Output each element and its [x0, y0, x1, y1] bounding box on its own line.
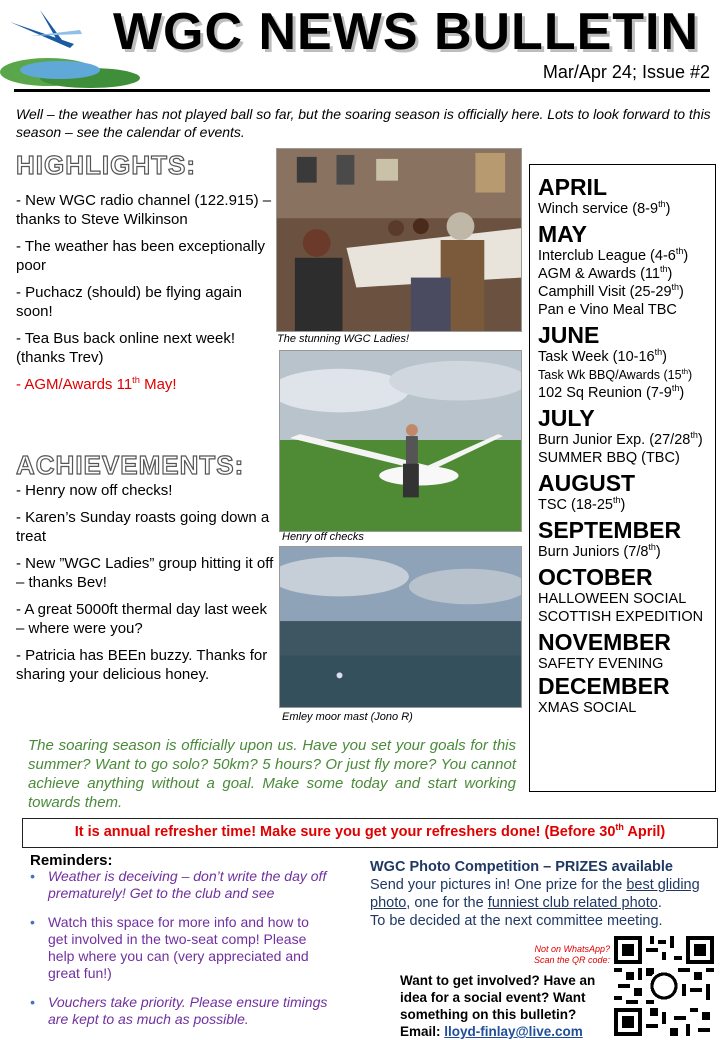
- calendar-event: SUMMER BBQ (TBC): [538, 450, 680, 466]
- highlights-heading: HIGHLIGHTS:: [16, 150, 196, 180]
- month-heading: DECEMBER: [538, 673, 670, 699]
- get-involved-text: Want to get involved? Have an idea for a social event? Want something on this bulletin?: [400, 973, 596, 1022]
- highlight-item: - Tea Bus back online next week! (thanks Trev): [16, 330, 236, 366]
- intro-text: Well – the weather has not played ball so far, but the soaring season is officially here. Lots to look forward to this season – see the calendar of events.: [16, 106, 711, 140]
- calendar-event: Interclub League (4-6th): [538, 246, 689, 264]
- month-heading: JUNE: [538, 322, 600, 348]
- achievement-item: - A great 5000ft thermal day last week – where were you?: [16, 601, 267, 637]
- events-calendar: [529, 164, 716, 792]
- achievement-item: - Patricia has BEEn buzzy. Thanks for sharing your delicious honey.: [16, 647, 268, 683]
- month-heading: SEPTEMBER: [538, 517, 682, 543]
- bulletin-title: WGC NEWS BULLETIN: [112, 3, 700, 61]
- reminder-item: • Vouchers take priority. Please ensure timings are kept to as much as possible.: [30, 994, 330, 1028]
- achievements-heading: ACHIEVEMENTS:: [16, 450, 245, 480]
- issue-label: Mar/Apr 24; Issue #2: [542, 62, 710, 82]
- calendar-event: HALLOWEEN SOCIAL: [538, 591, 687, 607]
- photo-caption: Henry off checks: [282, 531, 364, 543]
- month-heading: MAY: [538, 221, 587, 247]
- photo-caption: Emley moor mast (Jono R): [282, 711, 413, 723]
- reminder-item: • Watch this space for more info and how to get involved in the two-seat comp! Please help where you can (very appreciated and great fun!): [30, 914, 330, 982]
- ladies-dinner-photo: [276, 148, 522, 332]
- calendar-event: Pan e Vino Meal TBC: [538, 302, 677, 318]
- whatsapp-qr-code[interactable]: [614, 936, 714, 1036]
- month-heading: AUGUST: [538, 470, 636, 496]
- best-photo-link[interactable]: best gliding photo: [370, 877, 700, 911]
- calendar-event: Task Wk BBQ/Awards (15th): [538, 366, 693, 382]
- get-involved: [400, 972, 618, 1040]
- calendar-event: SCOTTISH EXPEDITION: [538, 609, 704, 625]
- email-line: Email: lloyd-finlay@live.com: [400, 1024, 583, 1039]
- photo-competition-title: WGC Photo Competition – PRIZES available: [370, 859, 673, 875]
- calendar-event: Winch service (8-9th): [538, 199, 671, 217]
- highlights-list: [16, 191, 278, 402]
- photo-competition-text: Send your pictures in! One prize for the best gliding photo, one for the funniest club related photo.: [370, 877, 700, 911]
- achievement-item: - New ”WGC Ladies” group hitting it off – thanks Bev!: [16, 555, 274, 591]
- achievement-item: - Henry now off checks!: [16, 482, 173, 499]
- highlight-item-agm: - AGM/Awards 11th May!: [16, 375, 177, 393]
- reminder-item: • Weather is deceiving – don’t write the day off prematurely! Get to the club and see: [30, 868, 330, 902]
- calendar-event: XMAS SOCIAL: [538, 700, 637, 716]
- calendar-event: SAFETY EVENING: [538, 656, 664, 672]
- header-divider: [14, 89, 710, 92]
- calendar-event: Camphill Visit (25-29th): [538, 282, 684, 300]
- glider-photo: [279, 350, 522, 532]
- highlight-item: - The weather has been exceptionally poor: [16, 238, 266, 274]
- highlight-item: - Puchacz (should) be flying again soon!: [16, 284, 242, 320]
- photo-competition: [370, 858, 715, 930]
- month-heading: OCTOBER: [538, 564, 653, 590]
- whatsapp-note: Not on WhatsApp? Scan the QR code:: [533, 944, 610, 965]
- aerial-view-photo: [279, 546, 522, 708]
- refresher-banner: It is annual refresher time! Make sure you get your refreshers done! (Before 30th April): [22, 818, 718, 848]
- goals-text: The soaring season is officially upon us. Have you set your goals for this summer? Want to go solo? 50km? 5 hours? Or just fly more? You cannot achieve anything without a goal. Make some today and start working towards them.: [28, 737, 516, 811]
- photo-caption: The stunning WGC Ladies!: [277, 333, 410, 345]
- reminders-heading: Reminders:: [30, 852, 113, 869]
- achievement-item: - Karen’s Sunday roasts going down a treat: [16, 509, 270, 545]
- month-heading: NOVEMBER: [538, 629, 671, 655]
- calendar-event: 102 Sq Reunion (7-9th): [538, 383, 685, 401]
- achievements-list: [16, 481, 278, 692]
- highlight-item: - New WGC radio channel (122.915) – thanks to Steve Wilkinson: [16, 192, 272, 228]
- calendar-event: Burn Juniors (7/8th): [538, 542, 661, 560]
- calendar-event: TSC (18-25th): [538, 495, 626, 513]
- reminders-list: [30, 868, 330, 1040]
- funniest-photo-link[interactable]: funniest club related photo: [487, 895, 658, 911]
- calendar-event: Burn Junior Exp. (27/28th): [538, 430, 703, 448]
- calendar-event: Task Week (10-16th): [538, 347, 667, 365]
- photo-competition-note: To be decided at the next committee meeting.: [370, 913, 663, 929]
- month-heading: JULY: [538, 405, 595, 431]
- email-link[interactable]: lloyd-finlay@live.com: [444, 1024, 583, 1039]
- calendar-event: AGM & Awards (11th): [538, 264, 673, 282]
- month-heading: APRIL: [538, 174, 607, 200]
